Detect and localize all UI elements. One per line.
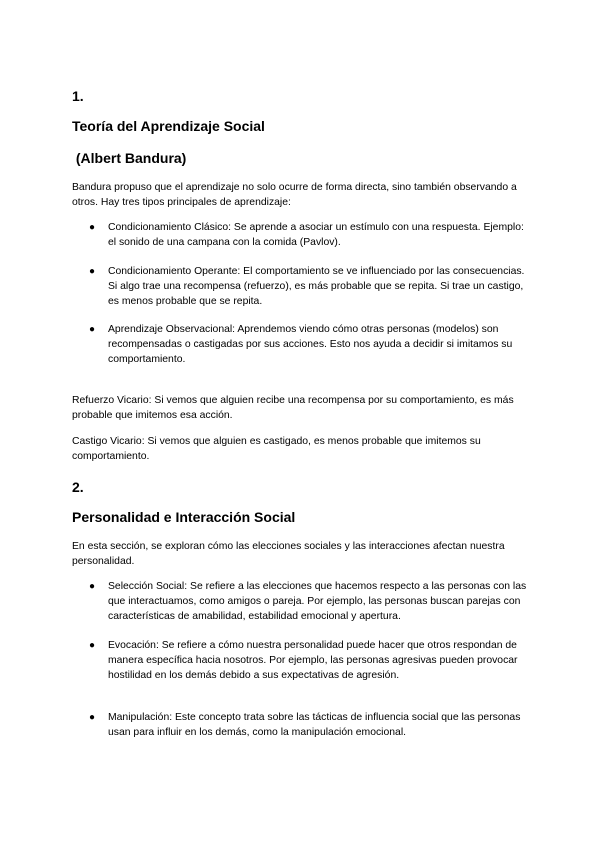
list-item-text: Selección Social: Se refiere a las elecciones que hacemos respecto a las personas con las que interactuamos, como amigos o pareja. Por ejemplo, las personas buscan parejas con características de amabilidad, estabilidad emocional y apertura. <box>108 581 527 622</box>
section-2-title: Personalidad e Interacción Social <box>72 509 296 525</box>
bullet-icon: ● <box>89 581 96 592</box>
section-2-intro: En esta sección, se exploran cómo las elecciones sociales y las interacciones afectan nuestra personalidad. <box>72 541 505 567</box>
list-item <box>89 264 528 309</box>
bullet-icon: ● <box>89 222 96 233</box>
note-castigo-vicario: Castigo Vicario: Si vemos que alguien es castigado, es menos probable que imitemos su comportamiento. <box>72 436 481 462</box>
list-item <box>89 220 528 250</box>
section-1-subtitle: (Albert Bandura) <box>72 150 187 166</box>
note-refuerzo-vicario: Refuerzo Vicario: Si vemos que alguien recibe una recompensa por su comportamiento, es más probable que imitemos esa acción. <box>72 395 514 421</box>
section-2-number: 2. <box>72 479 84 495</box>
list-item <box>89 579 528 624</box>
section-1-number: 1. <box>72 88 84 104</box>
section-1-intro: Bandura propuso que el aprendizaje no solo ocurre de forma directa, sino también observando a otros. Hay tres tipos principales de aprendizaje: <box>72 182 517 208</box>
bullet-icon: ● <box>89 324 96 335</box>
bullet-icon: ● <box>89 712 96 723</box>
list-item <box>89 322 528 367</box>
list-item <box>89 710 528 740</box>
bullet-icon: ● <box>89 640 96 651</box>
list-item-text: Aprendizaje Observacional: Aprendemos viendo cómo otras personas (modelos) son recompensadas o castigadas por sus acciones. Esto nos ayuda a decidir si imitamos su comportamiento. <box>108 324 513 365</box>
list-item-text: Condicionamiento Clásico: Se aprende a asociar un estímulo con una respuesta. Ejemplo: el sonido de una campana con la comida (Pavlov). <box>108 222 524 248</box>
section-1-title: Teoría del Aprendizaje Social <box>72 118 265 134</box>
bullet-icon: ● <box>89 266 96 277</box>
list-item-text: Evocación: Se refiere a cómo nuestra personalidad puede hacer que otros respondan de manera específica hacia nosotros. Por ejemplo, las personas agresivas pueden provocar hostilidad en los demás debido a sus expectativas de agresión. <box>108 640 518 681</box>
list-item-text: Condicionamiento Operante: El comportamiento se ve influenciado por las consecuencias. Si algo trae una recompensa (refuerzo), es más probable que se repita. Si trae un castigo, es menos probable que se repita. <box>108 266 525 307</box>
list-item <box>89 638 528 683</box>
list-item-text: Manipulación: Este concepto trata sobre las tácticas de influencia social que las personas usan para influir en los demás, como la manipulación emocional. <box>108 712 521 738</box>
